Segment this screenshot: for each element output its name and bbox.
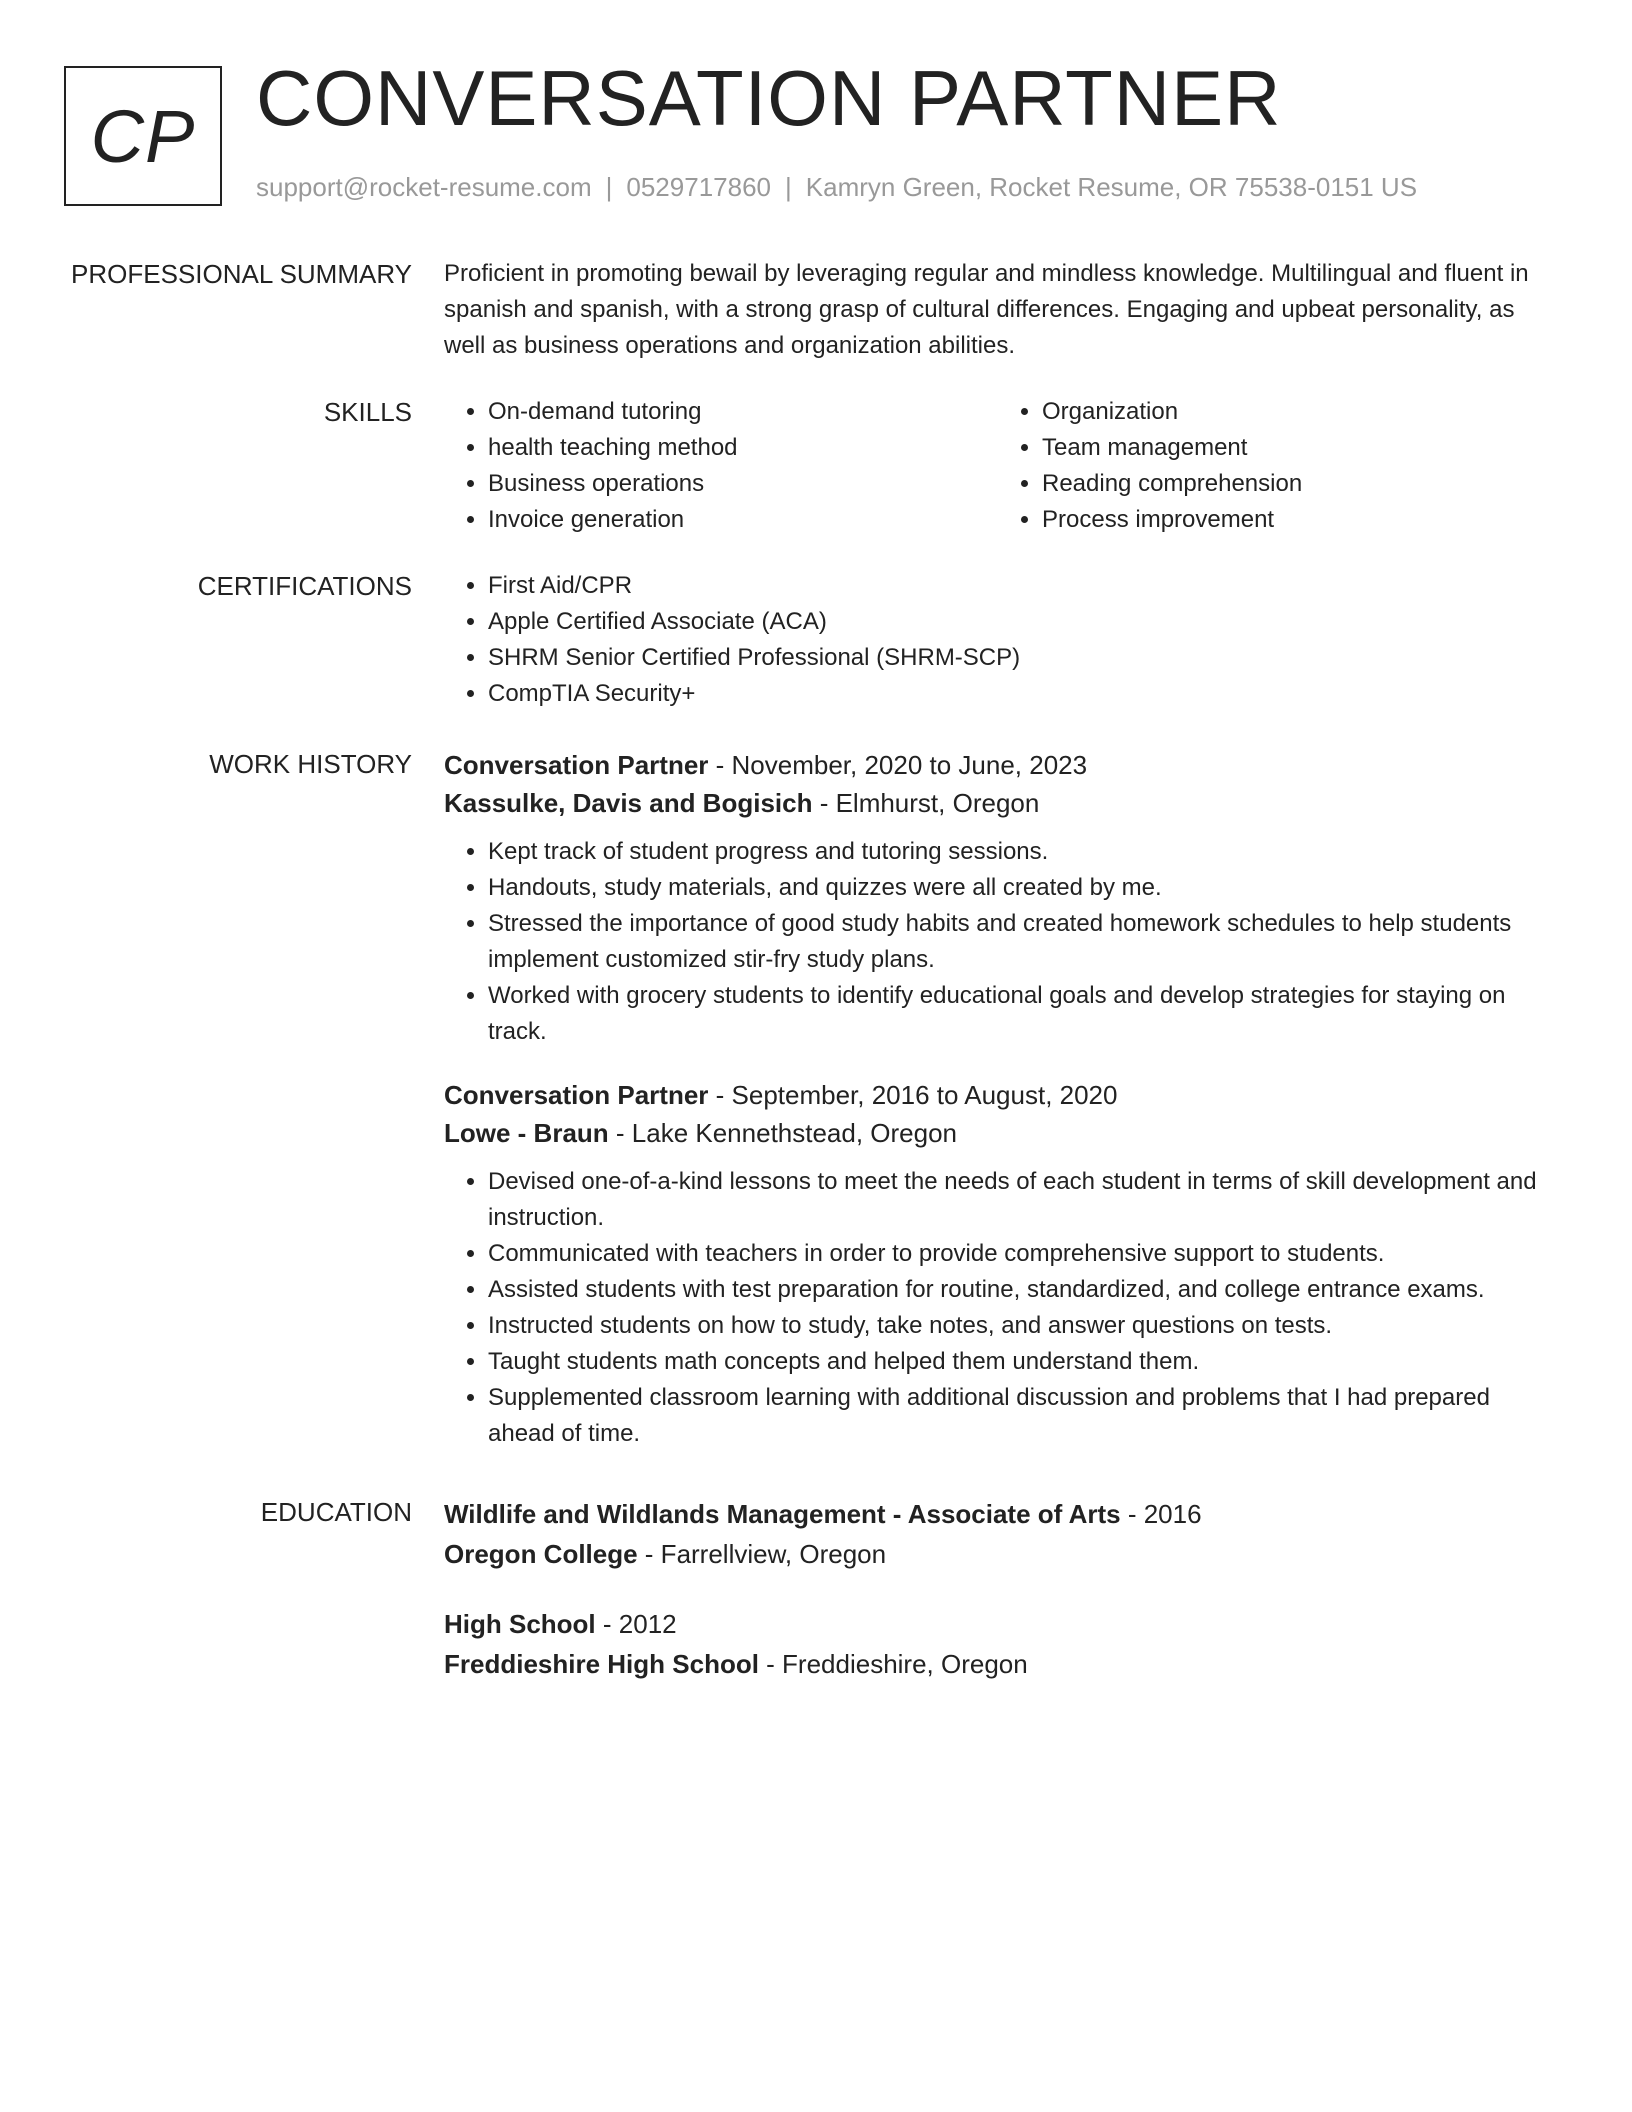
contact-email: support@rocket-resume.com [256, 172, 592, 202]
job-title-line [444, 1076, 1552, 1114]
skill-item: • Team management [1042, 430, 1552, 466]
job-duties-list [444, 1164, 1552, 1452]
section-label-summary: PROFESSIONAL SUMMARY [71, 259, 412, 289]
job-duty: • Taught students math concepts and helped them understand them. [488, 1344, 1552, 1380]
education-degree: High School [444, 1609, 596, 1639]
education-degree: Wildlife and Wildlands Management - Associate of Arts [444, 1499, 1121, 1529]
job-title: Conversation Partner [444, 750, 709, 780]
job-location: - Elmhurst, Oregon [812, 788, 1040, 818]
skill-item: • Organization [1042, 394, 1552, 430]
summary-text: Proficient in promoting bewail by leveraging regular and mindless knowledge. Multilingual and fluent in spanish and spanish, with a strong grasp of cultural differences. Engaging and upbeat personality, as well as business operations and organization abilities. [444, 260, 1529, 359]
job-duty: • Supplemented classroom learning with additional discussion and problems that I had prepared ahead of time. [488, 1380, 1552, 1452]
job-title: Conversation Partner [444, 1080, 709, 1110]
education-school-line [444, 1644, 1552, 1684]
job-duties-list [444, 834, 1552, 1050]
education-degree-line [444, 1494, 1552, 1534]
education-year: - 2016 [1120, 1499, 1202, 1529]
job-duty: • Devised one-of-a-kind lessons to meet the needs of each student in terms of skill development and instruction. [488, 1164, 1552, 1236]
monogram-box [64, 66, 222, 206]
skill-item: • Business operations [488, 466, 998, 502]
skill-item: • On-demand tutoring [488, 394, 998, 430]
job-duty: • Worked with grocery students to identify educational goals and develop strategies for staying on track. [488, 978, 1552, 1050]
skill-item: • Process improvement [1042, 502, 1552, 538]
certification-item: • First Aid/CPR [488, 568, 1552, 604]
job-duty: • Kept track of student progress and tutoring sessions. [488, 834, 1552, 870]
contact-separator: | [605, 172, 613, 202]
job-dates: - September, 2016 to August, 2020 [708, 1080, 1118, 1110]
section-label-skills: SKILLS [323, 397, 412, 427]
job-company: Kassulke, Davis and Bogisich [444, 788, 813, 818]
contact-phone: 0529717860 [626, 172, 771, 202]
education-entry [444, 1604, 1552, 1684]
job-company: Lowe - Braun [444, 1118, 609, 1148]
skill-item: • Reading comprehension [1042, 466, 1552, 502]
job-entry [444, 1076, 1552, 1452]
contact-separator: | [785, 172, 792, 202]
certifications-body [444, 568, 1552, 712]
job-duty: • Handouts, study materials, and quizzes were all created by me. [488, 870, 1552, 906]
job-duty: • Stressed the importance of good study habits and created homework schedules to help students implement customized stir-fry study plans. [488, 906, 1552, 978]
education-school: Oregon College [444, 1539, 638, 1569]
certification-item: • Apple Certified Associate (ACA) [488, 604, 1552, 640]
education-school: Freddieshire High School [444, 1649, 759, 1679]
education-body [444, 1494, 1552, 1714]
skill-item: • Invoice generation [488, 502, 998, 538]
section-label-certifications: CERTIFICATIONS [197, 571, 412, 601]
contact-line [256, 172, 1417, 203]
skills-list-left [444, 394, 998, 538]
education-location: - Freddieshire, Oregon [758, 1649, 1028, 1679]
job-company-line [444, 1114, 1552, 1152]
job-duty: • Assisted students with test preparation for routine, standardized, and college entrance exams. [488, 1272, 1552, 1308]
job-dates: - November, 2020 to June, 2023 [708, 750, 1088, 780]
summary-body [444, 256, 1552, 364]
job-duty: • Instructed students on how to study, take notes, and answer questions on tests. [488, 1308, 1552, 1344]
education-entry [444, 1494, 1552, 1574]
education-location: - Farrellview, Oregon [637, 1539, 887, 1569]
resume-name: CONVERSATION PARTNER [256, 54, 1282, 142]
skills-body [444, 394, 1552, 538]
job-title-line [444, 746, 1552, 784]
contact-address: Kamryn Green, Rocket Resume, OR 75538-0151 US [805, 172, 1418, 202]
job-entry [444, 746, 1552, 1050]
job-company-line [444, 784, 1552, 822]
education-year: - 2012 [595, 1609, 677, 1639]
skill-item: • health teaching method [488, 430, 998, 466]
section-label-work-history: WORK HISTORY [209, 749, 412, 779]
job-location: - Lake Kennethstead, Oregon [608, 1118, 958, 1148]
education-school-line [444, 1534, 1552, 1574]
education-degree-line [444, 1604, 1552, 1644]
certifications-list [444, 568, 1552, 712]
certification-item: • SHRM Senior Certified Professional (SHRM-SCP) [488, 640, 1552, 676]
work-history-body [444, 746, 1552, 1478]
job-duty: • Communicated with teachers in order to provide comprehensive support to students. [488, 1236, 1552, 1272]
monogram-initials: CP [90, 94, 196, 178]
skills-list-right [998, 394, 1552, 538]
certification-item: • CompTIA Security+ [488, 676, 1552, 712]
section-label-education: EDUCATION [260, 1497, 412, 1527]
